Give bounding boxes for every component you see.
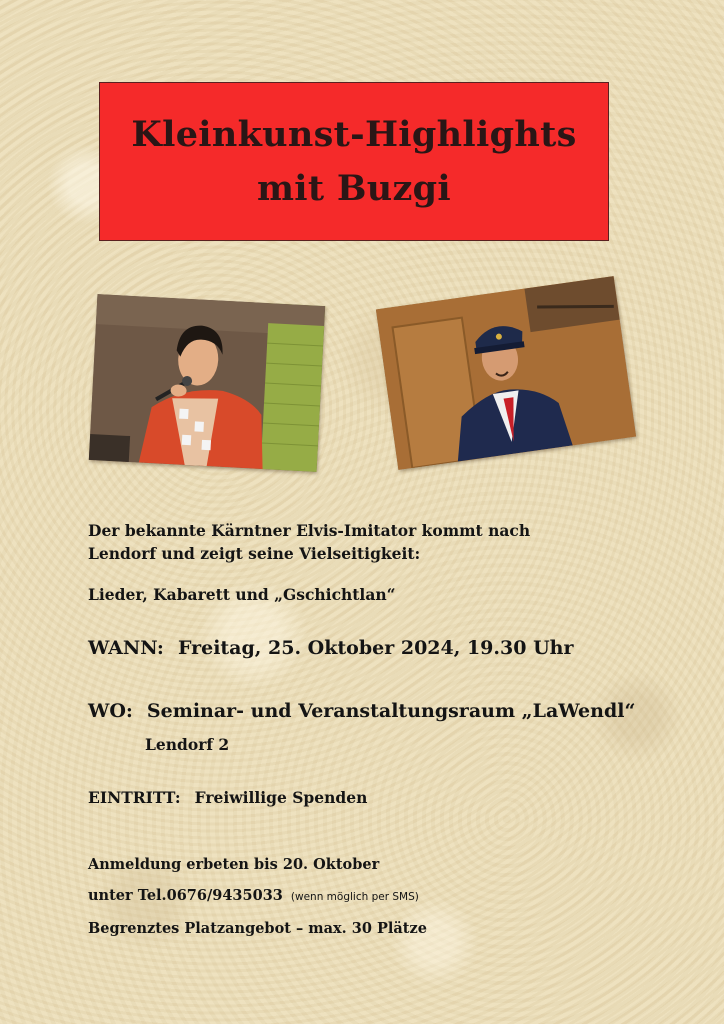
- intro-line-2: Lendorf und zeigt seine Vielseitigkeit:: [88, 544, 421, 563]
- when-value: Freitag, 25. Oktober 2024, 19.30 Uhr: [177, 637, 574, 659]
- where-address: Lendorf 2: [145, 735, 230, 754]
- intro-line-1: Der bekannte Kärntner Elvis-Imitator kommt nach: [88, 521, 531, 540]
- where-row: [88, 700, 635, 722]
- where-label: WO:: [88, 700, 133, 722]
- when-label: WANN:: [88, 637, 164, 659]
- photo-conductor-costume: [376, 276, 636, 470]
- title-line-1: Kleinkunst-Highlights: [131, 113, 577, 155]
- photo-elvis-performer: [89, 294, 325, 472]
- where-value: Seminar- und Veranstaltungsraum „LaWendl“: [146, 700, 636, 722]
- registration-deadline: Anmeldung erbeten bis 20. Oktober: [88, 856, 380, 873]
- capacity-note: Begrenztes Platzangebot – max. 30 Plätze: [88, 920, 427, 937]
- title-banner: [99, 82, 609, 241]
- registration-phone-row: [88, 887, 419, 904]
- phone-note: (wenn möglich per SMS): [290, 891, 419, 903]
- entry-label: EINTRITT:: [88, 788, 181, 807]
- intro-line-3: Lieder, Kabarett und „Gschichtlan“: [88, 585, 396, 604]
- title-line-2: mit Buzgi: [256, 167, 452, 209]
- when-row: [88, 637, 573, 659]
- entry-value: Freiwillige Spenden: [194, 788, 368, 807]
- phone-number: unter Tel.0676/9435033: [88, 887, 283, 904]
- entry-row: [88, 788, 367, 807]
